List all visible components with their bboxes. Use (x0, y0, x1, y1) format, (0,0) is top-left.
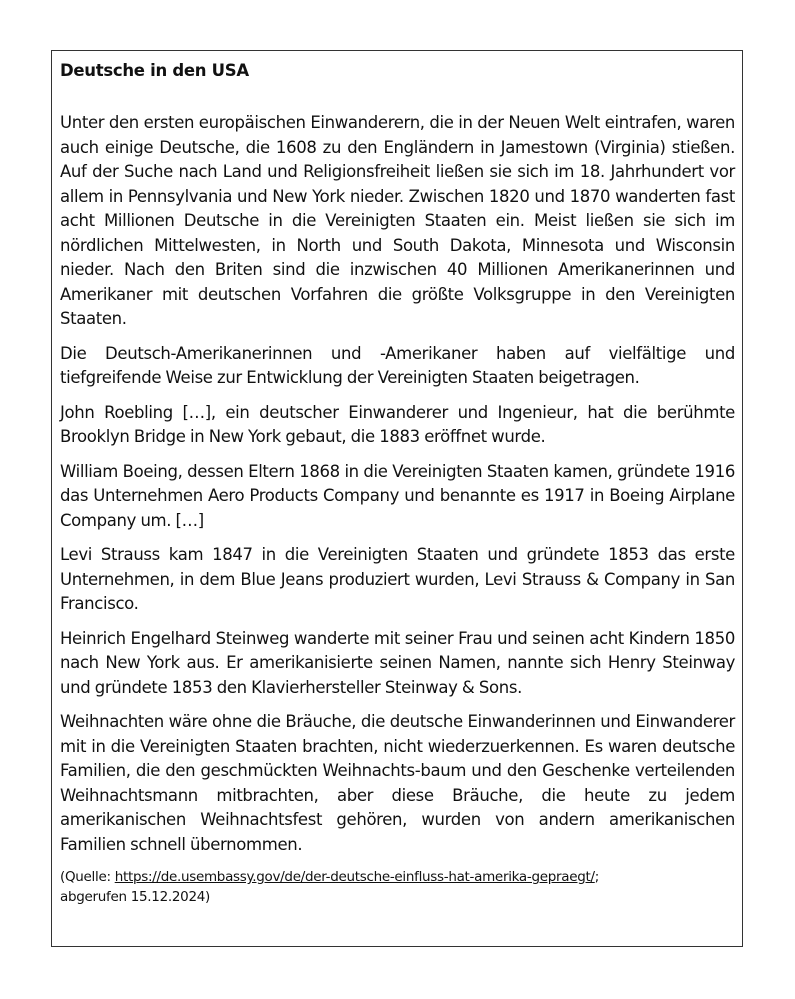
source-link[interactable]: https://de.usembassy.gov/de/der-deutsche-einfluss-hat-amerika-gepraegt/ (114, 869, 595, 885)
paragraph-roebling: John Roebling […], ein deutscher Einwanderer und Ingenieur, hat die berühmte Brooklyn Bridge in New York gebaut, die 1883 eröffnet wurde. (60, 402, 735, 446)
source-prefix: (Quelle: (60, 869, 115, 885)
paragraph-steinway: Heinrich Engelhard Steinweg wanderte mit seiner Frau und seinen acht Kindern 1850 nach New York aus. Er amerikanisierte seinen Namen, nannte sich Henry Steinway und gründete 1853 den Klavierhersteller Steinway & Sons. (60, 628, 735, 697)
paragraph-contributions: Die Deutsch-Amerikanerinnen und -Amerikaner haben auf vielfältige und tiefgreifende Weise zur Entwicklung der Vereinigten Staaten beigetragen. (60, 343, 735, 387)
document-frame (51, 50, 743, 947)
paragraph-levi-strauss: Levi Strauss kam 1847 in die Vereinigten Staaten und gründete 1853 das erste Unternehmen, in dem Blue Jeans produziert wurden, Levi Strauss & Company in San Francisco. (60, 545, 735, 613)
paragraph-christmas: Weihnachten wäre ohne die Bräuche, die deutsche Einwanderinnen und Einwanderer mit in die Vereinigten Staaten brachten, nicht wiederzuerkennen. Es waren deutsche Familien, die den geschmückten Weihnachts-baum und den Geschenke verteilenden Weihnachtsmann mitbrachten, aber diese Bräuche, die heute zu jedem amerikanischen Weihnachtsfest gehören, wurden von andern amerikanischen Familien schnell übernommen. (60, 712, 735, 854)
paragraph-immigration-history: Unter den ersten europäischen Einwanderern, die in der Neuen Welt eintrafen, waren auch einige Deutsche, die 1608 zu den Engländern in Jamestown (Virginia) stießen. Auf der Suche nach Land und Religionsfreiheit ließen sie sich im 18. Jahrhundert vor allem in Pennsylvania und New York nieder. Zwischen 1820 und 1870 wanderten fast acht Millionen Deutsche in die Vereinigten Staaten ein. Meist ließen sie sich im nördlichen Mittelwesten, in North und South Dakota, Minnesota und Wisconsin nieder. Nach den Briten sind die inzwischen 40 Millionen Amerikanerinnen und Amerikaner mit deutschen Vorfahren die größte Volksgruppe in den Vereinigten Staaten. (60, 113, 735, 328)
document-title: Deutsche in den USA (60, 61, 249, 80)
paragraph-boeing: William Boeing, dessen Eltern 1868 in die Vereinigten Staaten kamen, gründete 1916 das Unternehmen Aero Products Company und benannte es 1917 in Boeing Airplane Company um. […] (60, 461, 735, 530)
source-suffix: ; (594, 869, 599, 885)
source-retrieved-date: abgerufen 15.12.2024) (60, 889, 210, 905)
source-citation (60, 867, 735, 907)
